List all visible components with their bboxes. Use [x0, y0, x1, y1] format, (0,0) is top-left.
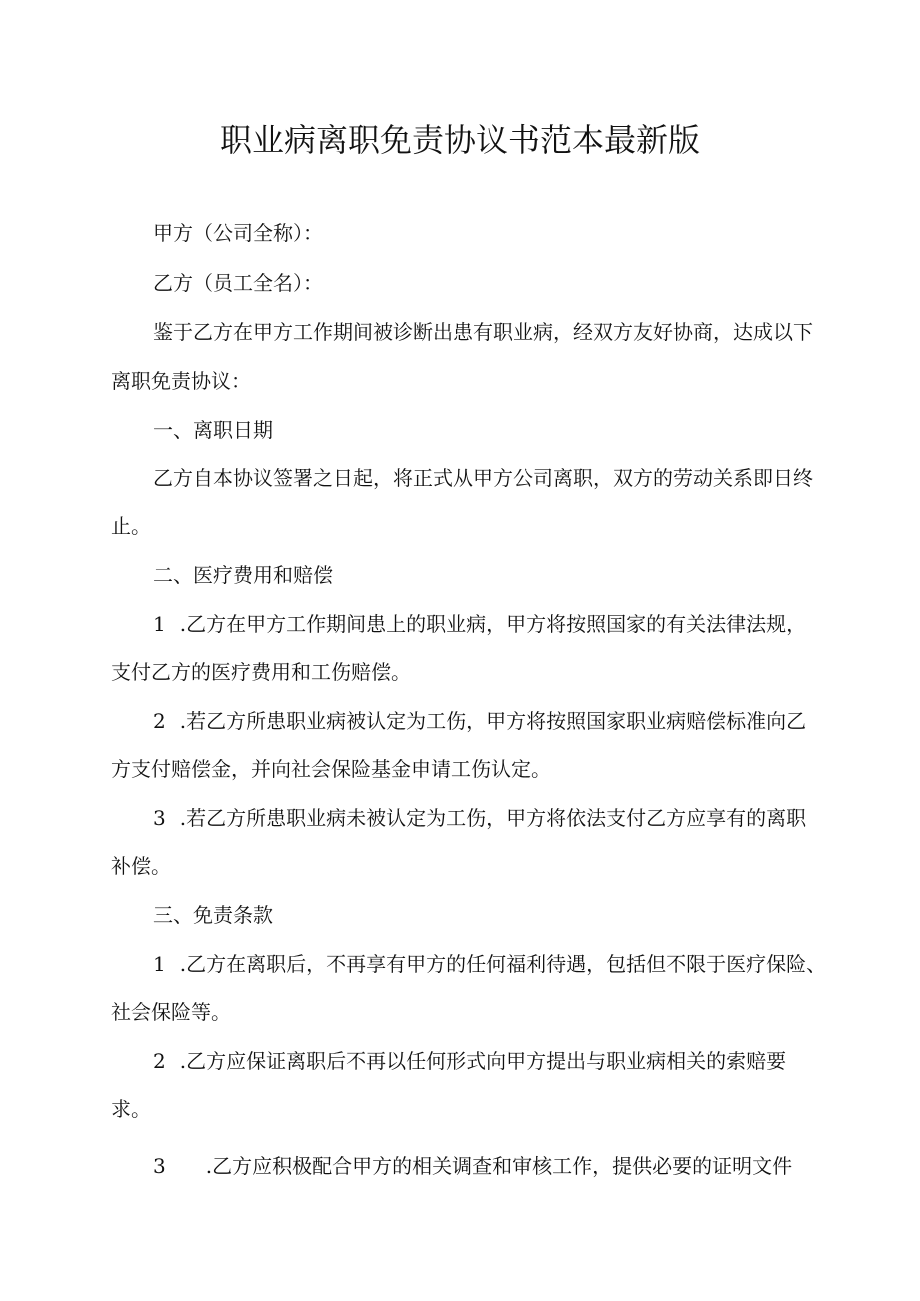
section-3-item-1-line-2: 社会保险等。	[111, 1000, 231, 1024]
section-3-heading: 三、免责条款	[153, 903, 273, 927]
section-2-item-2-line-1	[153, 707, 806, 735]
section-1-heading: 一、离职日期	[153, 418, 273, 442]
section-1-paragraph-line-1: 乙方自本协议签署之日起，将正式从甲方公司离职，双方的劳动关系即日终	[153, 466, 813, 490]
item-text: .乙方在离职后，不再享有甲方的任何福利待遇，包括但不限于医疗保险、	[179, 952, 827, 976]
section-1-paragraph-line-2: 止。	[111, 514, 151, 538]
section-3-item-2-line-1	[153, 1047, 786, 1075]
section-2-item-3-line-1	[153, 804, 806, 832]
item-number: 2	[153, 1049, 166, 1073]
section-2-heading: 二、医疗费用和赔偿	[153, 563, 333, 587]
intro-line-1: 鉴于乙方在甲方工作期间被诊断出患有职业病，经双方友好协商，达成以下	[153, 320, 813, 344]
item-number: 3	[153, 806, 166, 830]
party-a-line: 甲方（公司全称）：	[153, 221, 323, 245]
section-3-item-2-line-2: 求。	[111, 1097, 151, 1121]
section-2-item-3-line-2: 补偿。	[111, 854, 171, 878]
document-title: 职业病离职免责协议书范本最新版	[219, 121, 700, 159]
item-number: 3	[153, 1154, 166, 1178]
section-3-item-1-line-1	[153, 950, 826, 978]
section-3-item-3-line-1	[153, 1152, 792, 1180]
party-b-line: 乙方（员工全名）：	[153, 271, 323, 295]
section-2-item-2-line-2: 方支付赔偿金，并向社会保险基金申请工伤认定。	[111, 757, 551, 781]
item-number: 2	[153, 709, 166, 733]
section-2-item-1-line-1	[153, 610, 806, 638]
item-text: .乙方在甲方工作期间患上的职业病，甲方将按照国家的有关法律法规，	[179, 612, 807, 636]
item-text: .乙方应保证离职后不再以任何形式向甲方提出与职业病相关的索赔要	[179, 1049, 787, 1073]
item-text: .乙方应积极配合甲方的相关调查和审核工作，提供必要的证明文件	[205, 1154, 793, 1178]
item-text: .若乙方所患职业病未被认定为工伤，甲方将依法支付乙方应享有的离职	[179, 806, 807, 830]
item-number: 1	[153, 612, 166, 636]
item-number: 1	[153, 952, 166, 976]
section-2-item-1-line-2: 支付乙方的医疗费用和工伤赔偿。	[111, 660, 411, 684]
intro-line-2: 离职免责协议：	[111, 369, 251, 393]
item-text: .若乙方所患职业病被认定为工伤，甲方将按照国家职业病赔偿标准向乙	[179, 709, 807, 733]
